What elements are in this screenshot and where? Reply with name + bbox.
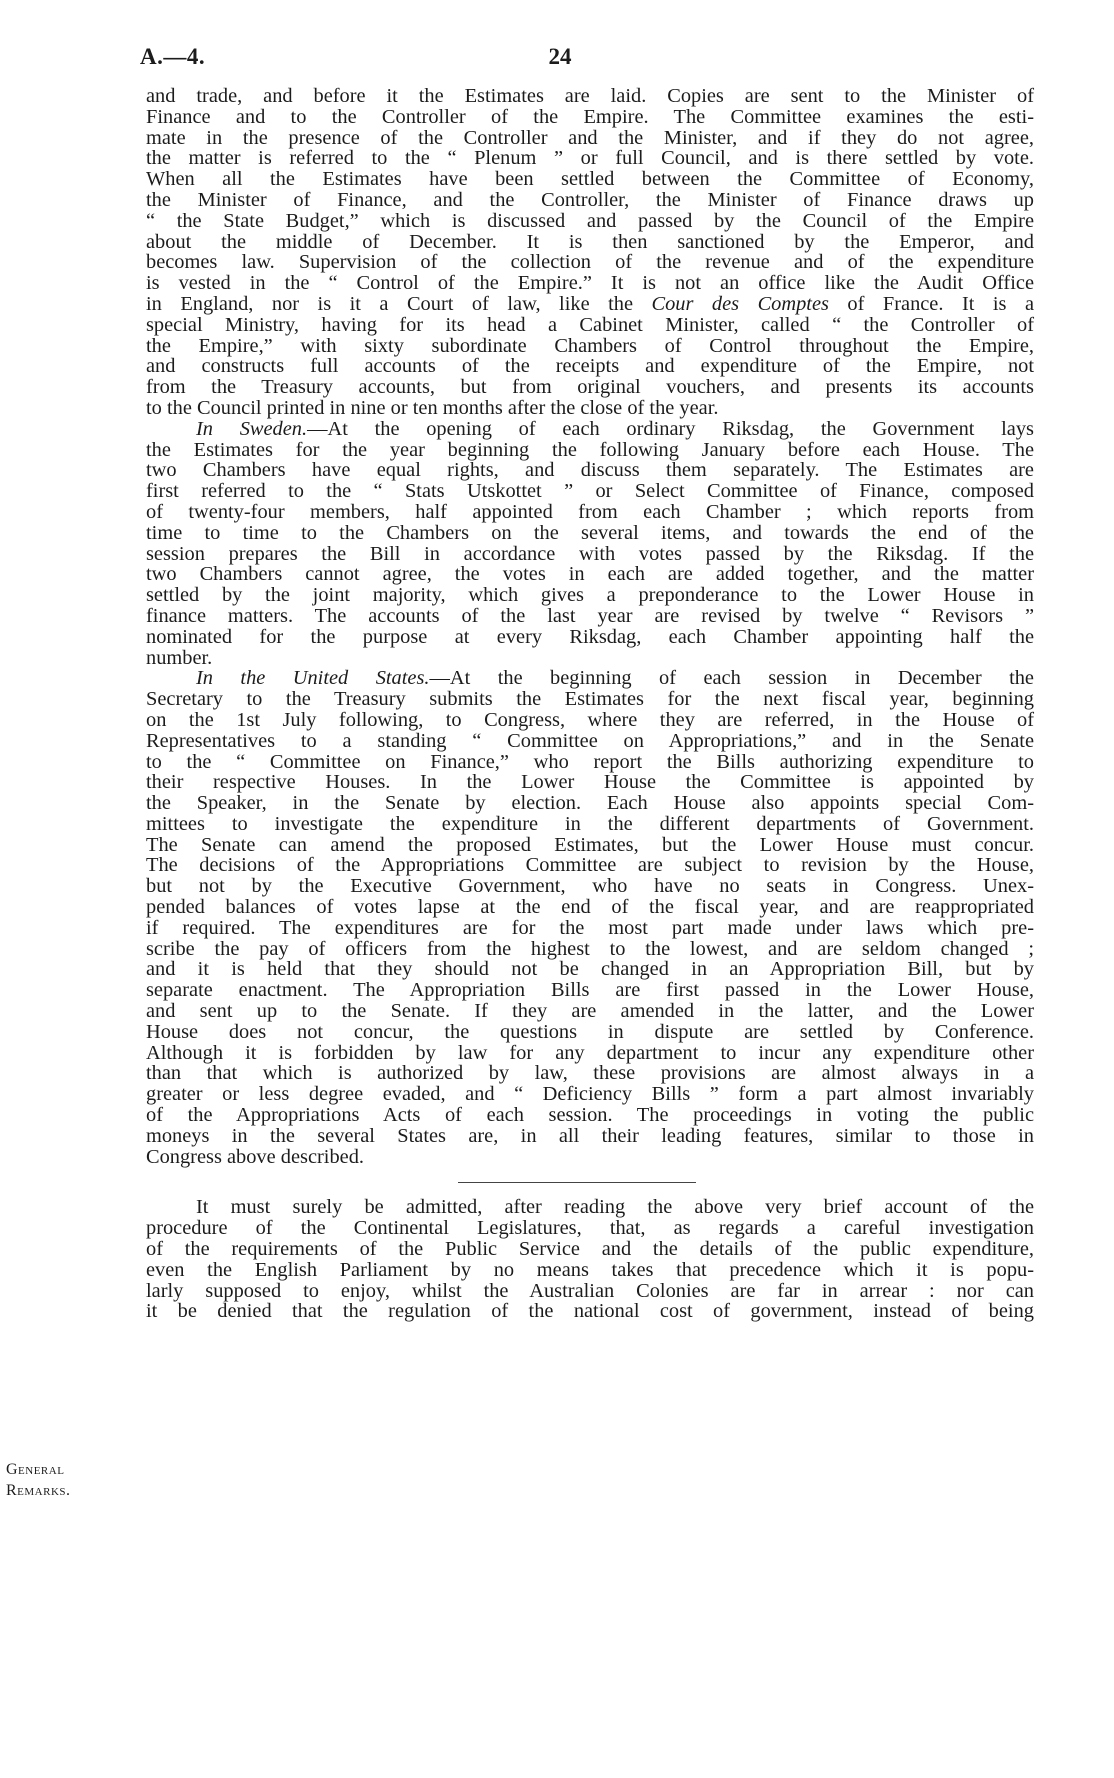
text-line: if required. The expenditures are for the most part made under laws which pre- xyxy=(146,916,1034,939)
text-line: the matter is referred to the “ Plenum ” or full Council, and is there settled by vote. xyxy=(146,147,1034,170)
text-fragment: —At the opening of each ordinary Riksdag, the Government lays xyxy=(307,417,1034,440)
text-line: on the 1st July following, to Congress, where they are referred, in the House of xyxy=(146,708,1034,731)
text-line: It must surely be admitted, after reading the above very brief account of the xyxy=(196,1196,1034,1219)
margin-note-line: Remarks. xyxy=(6,1481,71,1499)
text-line: their respective Houses. In the Lower House the Committee is appointed by xyxy=(146,771,1034,794)
text-line: two Chambers cannot agree, the votes in each are added together, and the matter xyxy=(146,563,1034,586)
text-line: procedure of the Continental Legislatures, that, as regards a careful investigation xyxy=(146,1217,1034,1240)
document-reference: A.—4. xyxy=(140,44,206,69)
text-line: and it is held that they should not be changed in an Appropriation Bill, but by xyxy=(146,958,1034,981)
text-fragment: in England, nor is it a Court of law, like the xyxy=(146,292,652,315)
text-line: finance matters. The accounts of the last year are revised by twelve “ Revisors ” xyxy=(146,604,1034,627)
text-line: Congress above described. xyxy=(146,1145,365,1168)
text-line: The Senate can amend the proposed Estimates, but the Lower House must concur. xyxy=(146,833,1034,856)
text-line: of the Appropriations Acts of each session. The proceedings in voting the public xyxy=(146,1104,1034,1127)
text-line: than that which is authorized by law, these provisions are almost always in a xyxy=(146,1062,1034,1085)
text-line: House does not concur, the questions in dispute are settled by Conference. xyxy=(146,1020,1034,1043)
text-line: the Estimates for the year beginning the following January before each House. The xyxy=(146,438,1034,461)
text-line: becomes law. Supervision of the collection of the revenue and of the expenditure xyxy=(146,251,1034,274)
text-line: about the middle of December. It is then sanctioned by the Emperor, and xyxy=(146,230,1034,253)
text-line: and sent up to the Senate. If they are amended in the latter, and the Lower xyxy=(146,1000,1034,1023)
section-lead: In the United States. xyxy=(196,667,430,690)
paragraph-general-remarks xyxy=(146,1197,1034,1322)
text-fragment: —At the beginning of each session in December the xyxy=(429,667,1034,690)
text-line: Secretary to the Treasury submits the Estimates for the next fiscal year, beginning xyxy=(146,688,1034,711)
text-fragment: of France. It is a xyxy=(828,292,1035,315)
text-line: but not by the Executive Government, who have no seats in Congress. Unex- xyxy=(146,875,1034,898)
text-line: to the “ Committee on Finance,” who report the Bills authorizing expenditure to xyxy=(146,750,1034,773)
text-line: pended balances of votes lapse at the end of the fiscal year, and are reappropriated xyxy=(146,896,1034,919)
text-line: special Ministry, having for its head a Cabinet Minister, called “ the Controller of xyxy=(146,313,1034,336)
margin-note-general-remarks xyxy=(6,1460,118,1502)
text-line: Finance and to the Controller of the Empire. The Committee examines the esti- xyxy=(146,105,1034,128)
paragraph-russia-continued xyxy=(146,86,1034,419)
text-line: Although it is forbidden by law for any department to incur any expenditure other xyxy=(146,1041,1034,1064)
text-line: mate in the presence of the Controller and the Minister, and if they do not agree, xyxy=(146,126,1034,149)
text-line: Representatives to a standing “ Committee on Appropriations,” and in the Senate xyxy=(146,729,1034,752)
text-line: separate enactment. The Appropriation Bills are first passed in the Lower House, xyxy=(146,979,1034,1002)
text-line: even the English Parliament by no means takes that precedence which it is popu- xyxy=(146,1258,1034,1281)
text-line: it be denied that the regulation of the national cost of government, instead of being xyxy=(146,1300,1034,1323)
text-line: two Chambers have equal rights, and discuss them separately. The Estimates are xyxy=(146,459,1034,482)
text-line: of the requirements of the Public Service and the details of the public expenditure, xyxy=(146,1238,1034,1261)
text-line: to the Council printed in nine or ten months after the close of the year. xyxy=(146,396,719,419)
text-line: first referred to the “ Stats Utskottet ” or Select Committee of Finance, composed xyxy=(146,480,1034,503)
body-text xyxy=(146,86,1034,1322)
text-line: of twenty-four members, half appointed from each Chamber ; which reports from xyxy=(146,500,1034,523)
text-line: and constructs full accounts of the receipts and expenditure of the Empire, not xyxy=(146,355,1034,378)
text-line: and trade, and before it the Estimates are laid. Copies are sent to the Minister of xyxy=(146,85,1034,107)
section-divider xyxy=(146,1176,1034,1188)
margin-note-line: General xyxy=(6,1461,65,1478)
text-line: “ the State Budget,” which is discussed and passed by the Council of the Empire xyxy=(146,209,1034,232)
section-lead: In Sweden. xyxy=(196,417,308,440)
page-header xyxy=(0,44,1114,78)
text-line: The decisions of the Appropriations Committee are subject to revision by the House, xyxy=(146,854,1034,877)
paragraph-united-states xyxy=(146,668,1034,1167)
text-line: the Speaker, in the Senate by election. Each House also appoints special Com- xyxy=(146,792,1034,815)
text-line: nominated for the purpose at every Riksdag, each Chamber appointing half the xyxy=(146,625,1034,648)
text-line: larly supposed to enjoy, whilst the Australian Colonies are far in arrear : nor can xyxy=(146,1279,1034,1302)
text-line: scribe the pay of officers from the highest to the lowest, and are seldom changed ; xyxy=(146,937,1034,960)
text-line: from the Treasury accounts, but from original vouchers, and presents its accounts xyxy=(146,376,1034,399)
text-line xyxy=(146,294,1034,315)
text-line: the Minister of Finance, and the Controller, the Minister of Finance draws up xyxy=(146,188,1034,211)
page-number: 24 xyxy=(548,44,572,69)
text-line: settled by the joint majority, which gives a preponderance to the Lower House in xyxy=(146,584,1034,607)
text-line: moneys in the several States are, in all their leading features, similar to those in xyxy=(146,1124,1034,1147)
text-line: session prepares the Bill in accordance with votes passed by the Riksdag. If the xyxy=(146,542,1034,565)
text-line: mittees to investigate the expenditure in the different departments of Government. xyxy=(146,812,1034,835)
text-line: is vested in the “ Control of the Empire.” It is not an office like the Audit Office xyxy=(146,272,1034,295)
text-line: number. xyxy=(146,646,213,669)
paragraph-sweden xyxy=(146,419,1034,669)
text-line xyxy=(146,668,1034,689)
text-line xyxy=(146,419,1034,440)
italic-term: Cour des Comptes xyxy=(651,292,829,315)
text-line: the Empire,” with sixty subordinate Chambers of Control throughout the Empire, xyxy=(146,334,1034,357)
text-line: time to time to the Chambers on the several items, and towards the end of the xyxy=(146,521,1034,544)
text-line: When all the Estimates have been settled between the Committee of Economy, xyxy=(146,168,1034,191)
text-line: greater or less degree evaded, and “ Deficiency Bills ” form a part almost invariably xyxy=(146,1083,1034,1106)
